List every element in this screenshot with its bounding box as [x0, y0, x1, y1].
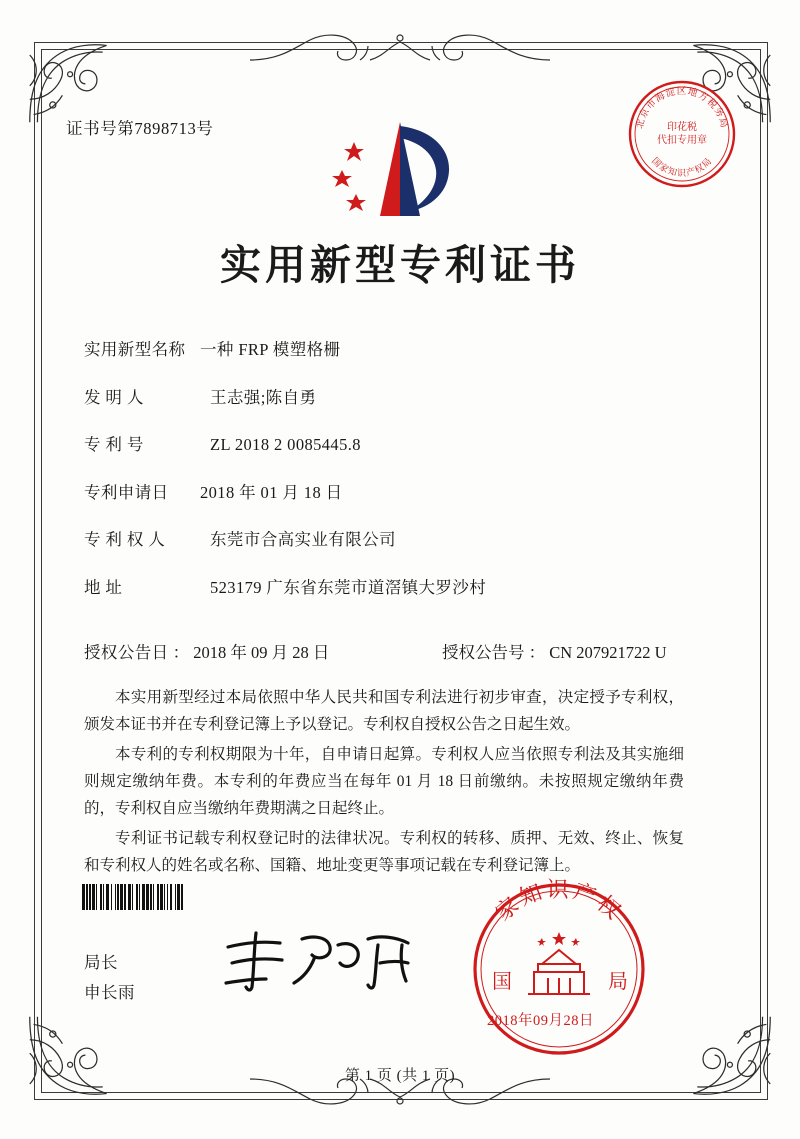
field-row-patentee — [84, 526, 684, 550]
field-value: 523179 广东省东莞市道滘镇大罗沙村 — [210, 577, 487, 597]
field-row-patent-number — [84, 431, 684, 455]
field-row-inventor — [84, 384, 684, 408]
field-label: 地 址 — [84, 577, 123, 597]
field-row-application-date — [84, 479, 684, 503]
svg-text:北京市海淀区地方税务局: 北京市海淀区地方税务局 — [634, 86, 730, 130]
paragraph-3: 专利证书记载专利权登记时的法律状况。专利权的转移、质押、无效、终止、恢复和专利权人的姓名或名称、国籍、地址变更等事项记载在专利登记簿上。 — [84, 830, 684, 874]
publication-date-value: 2018 年 09 月 28 日 — [193, 643, 330, 662]
ornament-corner-top-left — [24, 32, 120, 128]
publication-number-label: 授权公告号 — [442, 643, 525, 662]
publication-row — [84, 639, 684, 663]
field-value: ZL 2018 2 0085445.8 — [210, 435, 361, 454]
ornament-edge-top — [250, 26, 550, 66]
svg-text:家知识产权: 家知识产权 — [491, 878, 627, 927]
national-ip-administration-seal — [466, 876, 652, 1062]
svg-text:局: 局 — [608, 969, 628, 993]
paragraph-2: 本专利的专利权期限为十年，自申请日起算。专利权人应当依照专利法及其实施细则规定缴纳年费。本专利的年费应当在每年 01 月 18 日前缴纳。未按照规定缴纳年费的，专利权自应当缴纳年费期满之日起终止。 — [84, 746, 684, 817]
signature-block — [84, 948, 135, 1008]
publication-date-label: 授权公告日 — [84, 643, 169, 662]
document-barcode — [82, 884, 282, 910]
field-value: 东莞市合高实业有限公司 — [210, 530, 396, 549]
patent-office-logo — [330, 112, 460, 230]
certificate-number: 证书号第7898713号 — [66, 119, 214, 138]
field-label: 专 利 号 — [84, 435, 144, 454]
field-row-utility-model-name — [84, 336, 684, 360]
field-label: 实用新型名称 — [84, 340, 186, 359]
svg-text:国: 国 — [492, 969, 512, 993]
field-row-address — [84, 574, 684, 598]
tax-stamp-seal — [626, 78, 738, 190]
svg-text:印花税: 印花税 — [667, 122, 697, 133]
field-value: 一种 FRP 模塑格栅 — [200, 340, 341, 359]
ornament-corner-bottom-right — [680, 1011, 776, 1107]
signature-name: 申长雨 — [84, 983, 135, 1002]
page-footer: 第 1 页 (共 1 页) — [344, 1068, 456, 1084]
legal-text-block — [84, 684, 684, 882]
handwritten-signature — [218, 925, 428, 995]
paragraph-1: 本实用新型经过本局依照中华人民共和国专利法进行初步审查，决定授予专利权，颁发本证书并在专利登记簿上予以登记。专利权自授权公告之日起生效。 — [84, 689, 684, 733]
svg-text:代扣专用章: 代扣专用章 — [657, 135, 707, 146]
field-label: 发 明 人 — [84, 387, 144, 407]
svg-text:国家知识产权局: 国家知识产权局 — [649, 156, 715, 179]
field-list — [84, 336, 684, 621]
seal-date: 2018年09月28日 — [487, 1013, 594, 1029]
page-title: 实用新型专利证书 — [220, 241, 580, 289]
colon: ： — [528, 643, 546, 662]
field-value: 王志强;陈自勇 — [210, 387, 317, 407]
signature-role: 局长 — [84, 953, 118, 972]
field-label: 专利申请日 — [84, 482, 169, 502]
field-value: 2018 年 01 月 18 日 — [200, 482, 343, 502]
publication-number-group — [384, 639, 684, 663]
publication-date-group — [84, 639, 384, 663]
ornament-corner-bottom-left — [24, 1011, 120, 1107]
field-label: 专 利 权 人 — [84, 530, 166, 549]
publication-number-value: CN 207921722 U — [549, 643, 667, 662]
colon: ： — [172, 643, 190, 662]
